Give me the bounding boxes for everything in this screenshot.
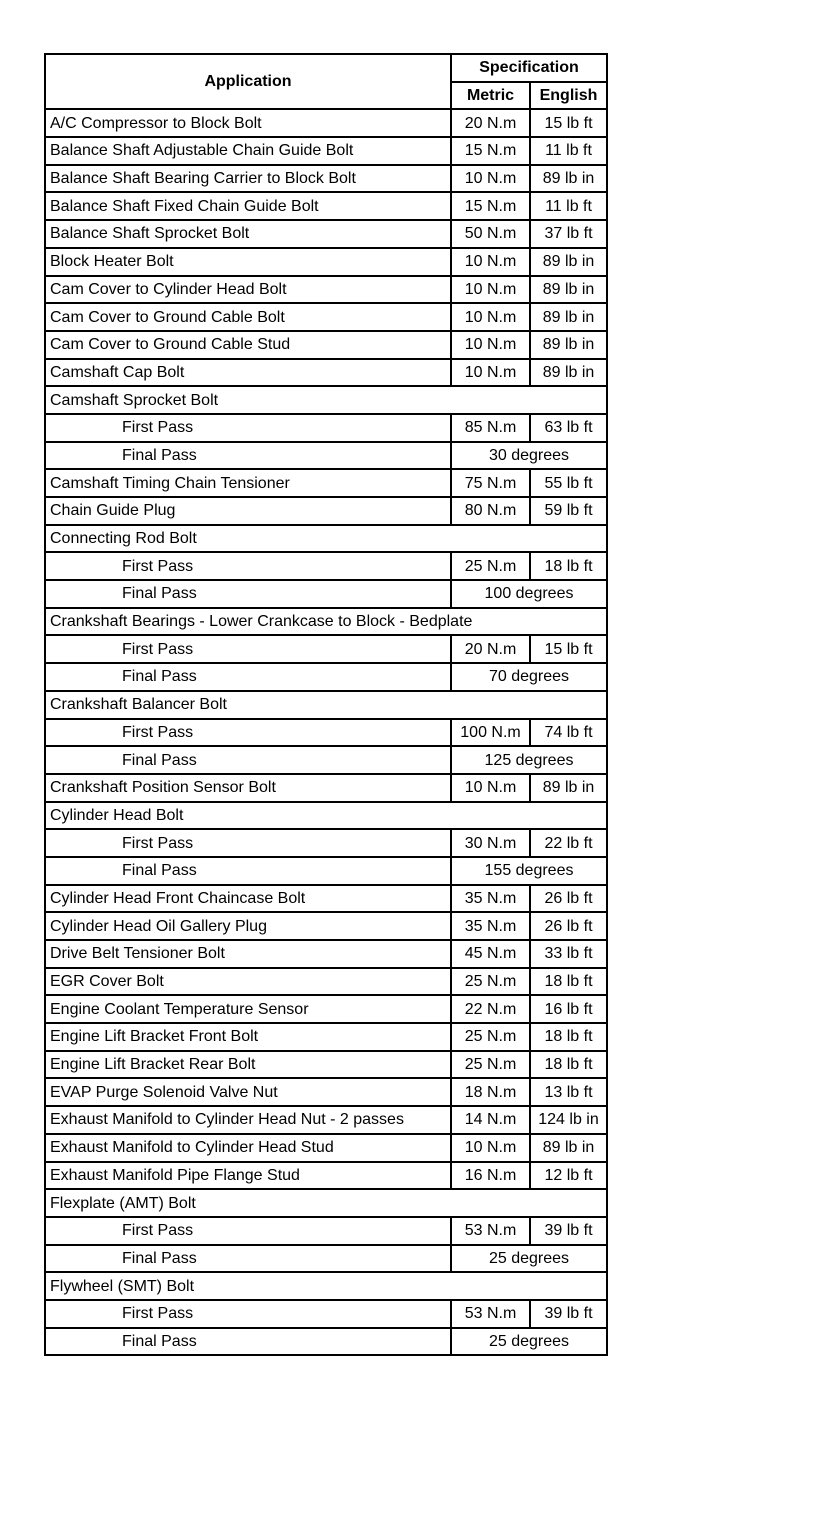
application-cell: Balance Shaft Adjustable Chain Guide Bolt xyxy=(45,137,451,165)
table-row xyxy=(45,165,607,193)
metric-value-cell: 35 N.m xyxy=(451,885,530,913)
application-group-cell: Flexplate (AMT) Bolt xyxy=(45,1189,607,1217)
table-row xyxy=(45,469,607,497)
english-value-cell: 89 lb in xyxy=(530,248,607,276)
table-row xyxy=(45,719,607,747)
application-cell: EGR Cover Bolt xyxy=(45,968,451,996)
english-value-cell: 15 lb ft xyxy=(530,635,607,663)
application-cell: Balance Shaft Bearing Carrier to Block Bolt xyxy=(45,165,451,193)
table-row xyxy=(45,608,607,636)
english-value-cell: 89 lb in xyxy=(530,303,607,331)
metric-value-cell: 10 N.m xyxy=(451,165,530,193)
english-value-cell: 37 lb ft xyxy=(530,220,607,248)
application-cell: Cylinder Head Front Chaincase Bolt xyxy=(45,885,451,913)
table-row xyxy=(45,137,607,165)
application-cell: First Pass xyxy=(45,1300,451,1328)
application-cell: Cam Cover to Ground Cable Stud xyxy=(45,331,451,359)
application-cell: First Pass xyxy=(45,552,451,580)
application-cell: EVAP Purge Solenoid Valve Nut xyxy=(45,1078,451,1106)
english-value-cell: 89 lb in xyxy=(530,1134,607,1162)
application-cell: Engine Lift Bracket Front Bolt xyxy=(45,1023,451,1051)
table-row xyxy=(45,442,607,470)
application-cell: Crankshaft Position Sensor Bolt xyxy=(45,774,451,802)
metric-value-cell: 14 N.m xyxy=(451,1106,530,1134)
degree-value-cell: 100 degrees xyxy=(451,580,607,608)
application-cell: Drive Belt Tensioner Bolt xyxy=(45,940,451,968)
metric-value-cell: 75 N.m xyxy=(451,469,530,497)
english-value-cell: 18 lb ft xyxy=(530,1023,607,1051)
table-row xyxy=(45,968,607,996)
degree-value-cell: 25 degrees xyxy=(451,1245,607,1273)
english-value-cell: 11 lb ft xyxy=(530,192,607,220)
metric-value-cell: 25 N.m xyxy=(451,1023,530,1051)
english-value-cell: 33 lb ft xyxy=(530,940,607,968)
metric-value-cell: 20 N.m xyxy=(451,109,530,137)
table-row xyxy=(45,414,607,442)
metric-value-cell: 10 N.m xyxy=(451,1134,530,1162)
english-header: English xyxy=(530,82,607,110)
table-row xyxy=(45,276,607,304)
specification-header: Specification xyxy=(451,54,607,82)
application-cell: Final Pass xyxy=(45,857,451,885)
application-group-cell: Crankshaft Balancer Bolt xyxy=(45,691,607,719)
application-cell: First Pass xyxy=(45,414,451,442)
application-cell: Cam Cover to Ground Cable Bolt xyxy=(45,303,451,331)
application-cell: Final Pass xyxy=(45,580,451,608)
table-row xyxy=(45,1217,607,1245)
application-cell: Camshaft Cap Bolt xyxy=(45,359,451,387)
metric-value-cell: 25 N.m xyxy=(451,1051,530,1079)
table-row xyxy=(45,1051,607,1079)
metric-value-cell: 35 N.m xyxy=(451,912,530,940)
table-row xyxy=(45,1106,607,1134)
metric-value-cell: 45 N.m xyxy=(451,940,530,968)
metric-value-cell: 80 N.m xyxy=(451,497,530,525)
application-cell: First Pass xyxy=(45,1217,451,1245)
table-row xyxy=(45,359,607,387)
english-value-cell: 18 lb ft xyxy=(530,552,607,580)
application-cell: Cylinder Head Oil Gallery Plug xyxy=(45,912,451,940)
table-row xyxy=(45,802,607,830)
table-row xyxy=(45,912,607,940)
metric-value-cell: 10 N.m xyxy=(451,774,530,802)
degree-value-cell: 155 degrees xyxy=(451,857,607,885)
table-row xyxy=(45,663,607,691)
table-row xyxy=(45,552,607,580)
english-value-cell: 89 lb in xyxy=(530,276,607,304)
application-header: Application xyxy=(45,54,451,109)
degree-value-cell: 25 degrees xyxy=(451,1328,607,1356)
metric-value-cell: 10 N.m xyxy=(451,331,530,359)
english-value-cell: 18 lb ft xyxy=(530,1051,607,1079)
metric-value-cell: 20 N.m xyxy=(451,635,530,663)
application-cell: First Pass xyxy=(45,829,451,857)
table-row xyxy=(45,1023,607,1051)
metric-value-cell: 22 N.m xyxy=(451,995,530,1023)
metric-value-cell: 50 N.m xyxy=(451,220,530,248)
table-row xyxy=(45,1272,607,1300)
application-cell: A/C Compressor to Block Bolt xyxy=(45,109,451,137)
application-group-cell: Flywheel (SMT) Bolt xyxy=(45,1272,607,1300)
english-value-cell: 26 lb ft xyxy=(530,885,607,913)
english-value-cell: 89 lb in xyxy=(530,331,607,359)
table-row xyxy=(45,580,607,608)
application-group-cell: Camshaft Sprocket Bolt xyxy=(45,386,607,414)
metric-value-cell: 10 N.m xyxy=(451,359,530,387)
english-value-cell: 74 lb ft xyxy=(530,719,607,747)
table-row xyxy=(45,774,607,802)
application-cell: Balance Shaft Fixed Chain Guide Bolt xyxy=(45,192,451,220)
table-row xyxy=(45,857,607,885)
table-row xyxy=(45,1328,607,1356)
english-value-cell: 11 lb ft xyxy=(530,137,607,165)
english-value-cell: 59 lb ft xyxy=(530,497,607,525)
table-row xyxy=(45,885,607,913)
english-value-cell: 89 lb in xyxy=(530,359,607,387)
application-group-cell: Cylinder Head Bolt xyxy=(45,802,607,830)
application-group-cell: Crankshaft Bearings - Lower Crankcase to Block - Bedplate xyxy=(45,608,607,636)
english-value-cell: 18 lb ft xyxy=(530,968,607,996)
application-cell: Block Heater Bolt xyxy=(45,248,451,276)
english-value-cell: 26 lb ft xyxy=(530,912,607,940)
degree-value-cell: 30 degrees xyxy=(451,442,607,470)
application-cell: Camshaft Timing Chain Tensioner xyxy=(45,469,451,497)
metric-header: Metric xyxy=(451,82,530,110)
table-row xyxy=(45,1245,607,1273)
english-value-cell: 22 lb ft xyxy=(530,829,607,857)
application-cell: Final Pass xyxy=(45,1245,451,1273)
english-value-cell: 39 lb ft xyxy=(530,1217,607,1245)
english-value-cell: 39 lb ft xyxy=(530,1300,607,1328)
table-row xyxy=(45,386,607,414)
english-value-cell: 124 lb in xyxy=(530,1106,607,1134)
table-row xyxy=(45,192,607,220)
metric-value-cell: 30 N.m xyxy=(451,829,530,857)
application-cell: Exhaust Manifold to Cylinder Head Nut - 2 passes xyxy=(45,1106,451,1134)
application-cell: Balance Shaft Sprocket Bolt xyxy=(45,220,451,248)
table-row xyxy=(45,303,607,331)
table-row xyxy=(45,940,607,968)
application-cell: First Pass xyxy=(45,719,451,747)
english-value-cell: 16 lb ft xyxy=(530,995,607,1023)
metric-value-cell: 15 N.m xyxy=(451,137,530,165)
application-cell: Final Pass xyxy=(45,746,451,774)
metric-value-cell: 18 N.m xyxy=(451,1078,530,1106)
metric-value-cell: 53 N.m xyxy=(451,1300,530,1328)
metric-value-cell: 15 N.m xyxy=(451,192,530,220)
table-row xyxy=(45,497,607,525)
table-row xyxy=(45,109,607,137)
table-row xyxy=(45,1078,607,1106)
application-cell: Final Pass xyxy=(45,1328,451,1356)
degree-value-cell: 125 degrees xyxy=(451,746,607,774)
table-row xyxy=(45,248,607,276)
english-value-cell: 55 lb ft xyxy=(530,469,607,497)
table-row xyxy=(45,1189,607,1217)
application-cell: Final Pass xyxy=(45,663,451,691)
table-row xyxy=(45,746,607,774)
application-cell: Exhaust Manifold Pipe Flange Stud xyxy=(45,1162,451,1190)
table-row xyxy=(45,1162,607,1190)
english-value-cell: 63 lb ft xyxy=(530,414,607,442)
metric-value-cell: 25 N.m xyxy=(451,968,530,996)
english-value-cell: 13 lb ft xyxy=(530,1078,607,1106)
metric-value-cell: 100 N.m xyxy=(451,719,530,747)
metric-value-cell: 16 N.m xyxy=(451,1162,530,1190)
application-group-cell: Connecting Rod Bolt xyxy=(45,525,607,553)
table-row xyxy=(45,995,607,1023)
degree-value-cell: 70 degrees xyxy=(451,663,607,691)
application-cell: Chain Guide Plug xyxy=(45,497,451,525)
application-cell: First Pass xyxy=(45,635,451,663)
table-row xyxy=(45,635,607,663)
application-cell: Final Pass xyxy=(45,442,451,470)
application-cell: Cam Cover to Cylinder Head Bolt xyxy=(45,276,451,304)
application-cell: Engine Lift Bracket Rear Bolt xyxy=(45,1051,451,1079)
metric-value-cell: 25 N.m xyxy=(451,552,530,580)
table-row xyxy=(45,525,607,553)
english-value-cell: 89 lb in xyxy=(530,774,607,802)
spec-table-body xyxy=(45,109,607,1355)
english-value-cell: 12 lb ft xyxy=(530,1162,607,1190)
torque-spec-table xyxy=(44,53,608,1356)
table-row xyxy=(45,1134,607,1162)
table-row xyxy=(45,331,607,359)
table-row xyxy=(45,1300,607,1328)
metric-value-cell: 10 N.m xyxy=(451,303,530,331)
header-row xyxy=(45,54,607,82)
application-cell: Engine Coolant Temperature Sensor xyxy=(45,995,451,1023)
application-cell: Exhaust Manifold to Cylinder Head Stud xyxy=(45,1134,451,1162)
english-value-cell: 89 lb in xyxy=(530,165,607,193)
table-row xyxy=(45,691,607,719)
metric-value-cell: 85 N.m xyxy=(451,414,530,442)
metric-value-cell: 10 N.m xyxy=(451,248,530,276)
table-row xyxy=(45,220,607,248)
metric-value-cell: 53 N.m xyxy=(451,1217,530,1245)
metric-value-cell: 10 N.m xyxy=(451,276,530,304)
english-value-cell: 15 lb ft xyxy=(530,109,607,137)
table-row xyxy=(45,829,607,857)
